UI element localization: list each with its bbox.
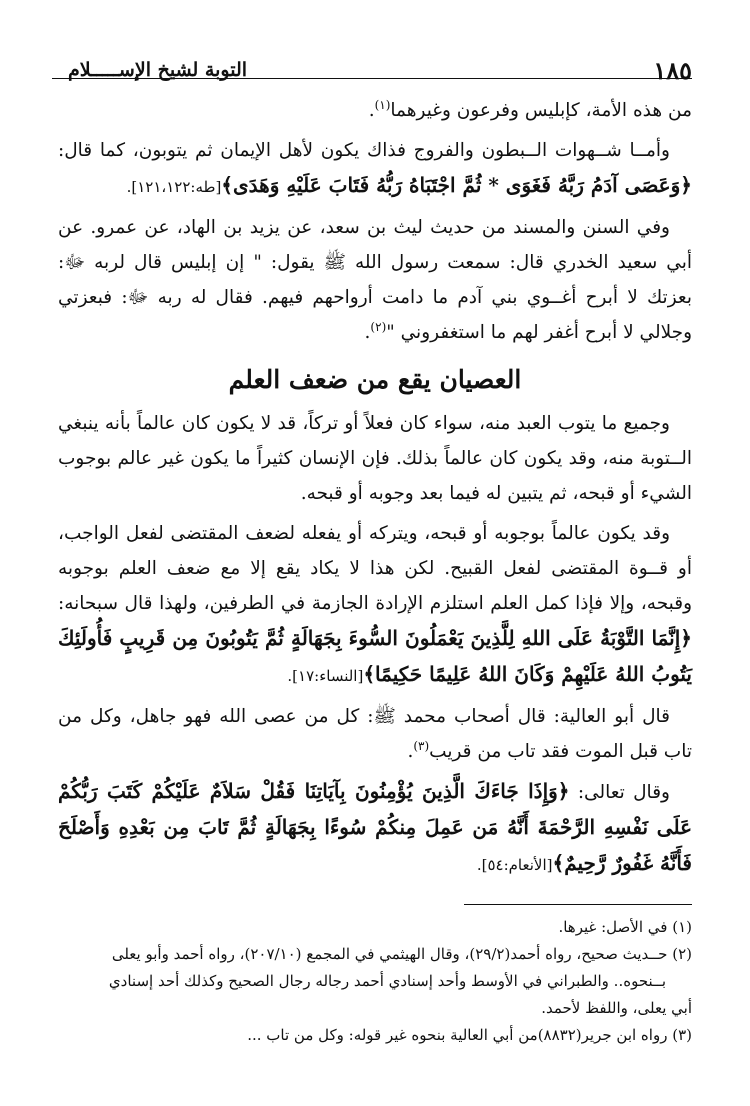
paragraph-6: قال أبو العالية: قال أصحاب محمد ﷺ: كل من عصى الله فهو جاهل، وكل من تاب قبل الموت فقد تاب من قريب$^{(٣)}$. xyxy=(58,706,692,762)
paragraph-2 xyxy=(58,133,692,205)
footnote-rule xyxy=(464,904,692,905)
paragraph-1-text: من هذه الأمة، كإبليس وفرعون وغيرهما xyxy=(390,100,692,121)
footnotes xyxy=(58,914,692,1049)
paragraph-5 xyxy=(58,516,692,694)
footnote-ref-3: (٣) xyxy=(413,738,430,753)
verse-ref-1: [طه:١٢١،١٢٢]. xyxy=(126,178,222,196)
paragraph-3: وفي السنن والمسند من حديث ليث بن سعد، عن يزيد بن الهاد، عن عمرو. عن أبي سعيد الخدري قال: سمعت رسول الله ﷺ يقول: " إن إبليس قال لربه ﷻ: بعزتك لا أبرح أغــوي بني آدم ما دامت أرواحهم فيهم. فقال له ربه ﷻ: فبعزتي وجلالي لا أبرح أغفر لهم ما استغفروني "$^{(٢)}$. xyxy=(58,217,692,343)
footnote-2: (٢) حــديث صحيح، رواه أحمد(٢٩/٢)، وقال الهيثمي في المجمع (٢٠٧/١٠)، رواه أحمد وأبو يعلى xyxy=(111,945,692,963)
footnote-2-end: أبي يعلى، واللفظ لأحمد. xyxy=(541,999,692,1017)
paragraph-5-text: وقد يكون عالماً بوجوبه أو قبحه، ويتركه أو يفعله لضعف المقتضى لفعل الواجب، أو قــوة المقتضى لفعل القبيح. لكن هذا لا يكاد يقع إلا مع ضعف العلم بوجوبه وقبحه، وإلا فإذا كمل العلم استلزم الإرادة الجازمة في الطرفين، ولهذا قال سبحانه: xyxy=(58,523,692,614)
page-number: ١٨٥ xyxy=(653,55,692,85)
verse-ref-2: [النساء:١٧]. xyxy=(287,667,364,685)
paragraph-2-text: وأمــا شــهوات الــبطون والفروج فذاك يكون لأهل الإيمان ثم يتوبون، كما قال: xyxy=(58,140,670,161)
paragraph-7 xyxy=(58,774,692,883)
quran-verse-3: ﴿وَإِذَا جَاءَكَ الَّذِينَ يُؤْمِنُونَ بِآيَاتِنَا فَقُلْ سَلاَمٌ عَلَيْكُمْ كَتَبَ رَبُّكُمْ عَلَى نَفْسِهِ الرَّحْمَةَ أَنَّهُ مَن عَمِلَ مِنكُمْ سُوءًا بِجَهَالَةٍ ثُمَّ تَابَ مِن بَعْدِهِ وَأَصْلَحَ فَأَنَّهُ غَفُورٌ رَّحِيمٌ﴾ xyxy=(58,779,692,875)
paragraph-6-text: قال أبو العالية: قال أصحاب محمد ﷺ: كل من عصى الله فهو جاهل، وكل من تاب قبل الموت فقد تاب من قريب xyxy=(58,706,692,762)
paragraph-1: من هذه الأمة، كإبليس وفرعون وغيرهما$^{(١)}$. xyxy=(368,97,692,121)
main-text xyxy=(58,93,692,888)
paragraph-3-text: وفي السنن والمسند من حديث ليث بن سعد، عن يزيد بن الهاد، عن عمرو. عن أبي سعيد الخدري قال: سمعت رسول الله ﷺ يقول: " إن إبليس قال لربه ﷻ: بعزتك لا أبرح أغــوي بني آدم ما دامت أرواحهم فيهم. فقال له ربه ﷻ: فبعزتي وجلالي لا أبرح أغفر لهم ما استغفروني " xyxy=(58,217,692,343)
verse-ref-3: [الأنعام:٥٤]. xyxy=(476,856,553,874)
footnote-ref-2: (٢) xyxy=(370,319,387,334)
footnote-ref-1: (١) xyxy=(374,97,391,112)
running-title: التوبة لشيخ الإســـــلام xyxy=(68,59,248,81)
paragraph-4: وجميع ما يتوب العبد منه، سواء كان فعلاً أو تركاً، قد لا يكون كان عالماً بأنه ينبغي الــتوبة منه، وقد يكون كان عالماً بذلك. فإن الإنسان كثيراً ما يكون غير عالم بوجوب الشيء أو قبحه، ثم يتبين له فيما بعد وجوبه أو قبحه. xyxy=(58,413,692,504)
paragraph-7-text: وقال تعالى: xyxy=(577,782,670,803)
quran-verse-1: ﴿وَعَصَى آدَمُ رَبَّهُ فَغَوَى * ثُمَّ اجْتَبَاهُ رَبُّهُ فَتَابَ عَلَيْهِ وَهَدَى﴾ xyxy=(221,173,692,197)
quran-verse-2: ﴿إِنَّمَا التَّوْبَةُ عَلَى اللهِ لِلَّذِينَ يَعْمَلُونَ السُّوءَ بِجَهَالَةٍ ثُمَّ يَتُوبُونَ مِن قَرِيبٍ فَأُولَئِكَ يَتُوبُ اللهُ عَلَيْهِمْ وَكَانَ اللهُ عَلِيمًا حَكِيمًا﴾ xyxy=(58,626,692,686)
section-heading: العصيان يقع من ضعف العلم xyxy=(228,365,522,394)
footnote-2-continued: بــنحوه.. والطبراني في الأوسط وأحد إسنادي أحمد رجاله رجال الصحيح وكذلك أحد إسنادي xyxy=(108,972,666,990)
footnote-3: (٣) رواه ابن جرير(٨٨٣٢)من أبي العالية بنحوه غير قوله: وكل من تاب ... xyxy=(247,1026,692,1044)
page-header xyxy=(52,52,692,88)
footnote-1: (١) في الأصل: غيرها. xyxy=(558,918,692,936)
header-rule xyxy=(52,78,692,79)
